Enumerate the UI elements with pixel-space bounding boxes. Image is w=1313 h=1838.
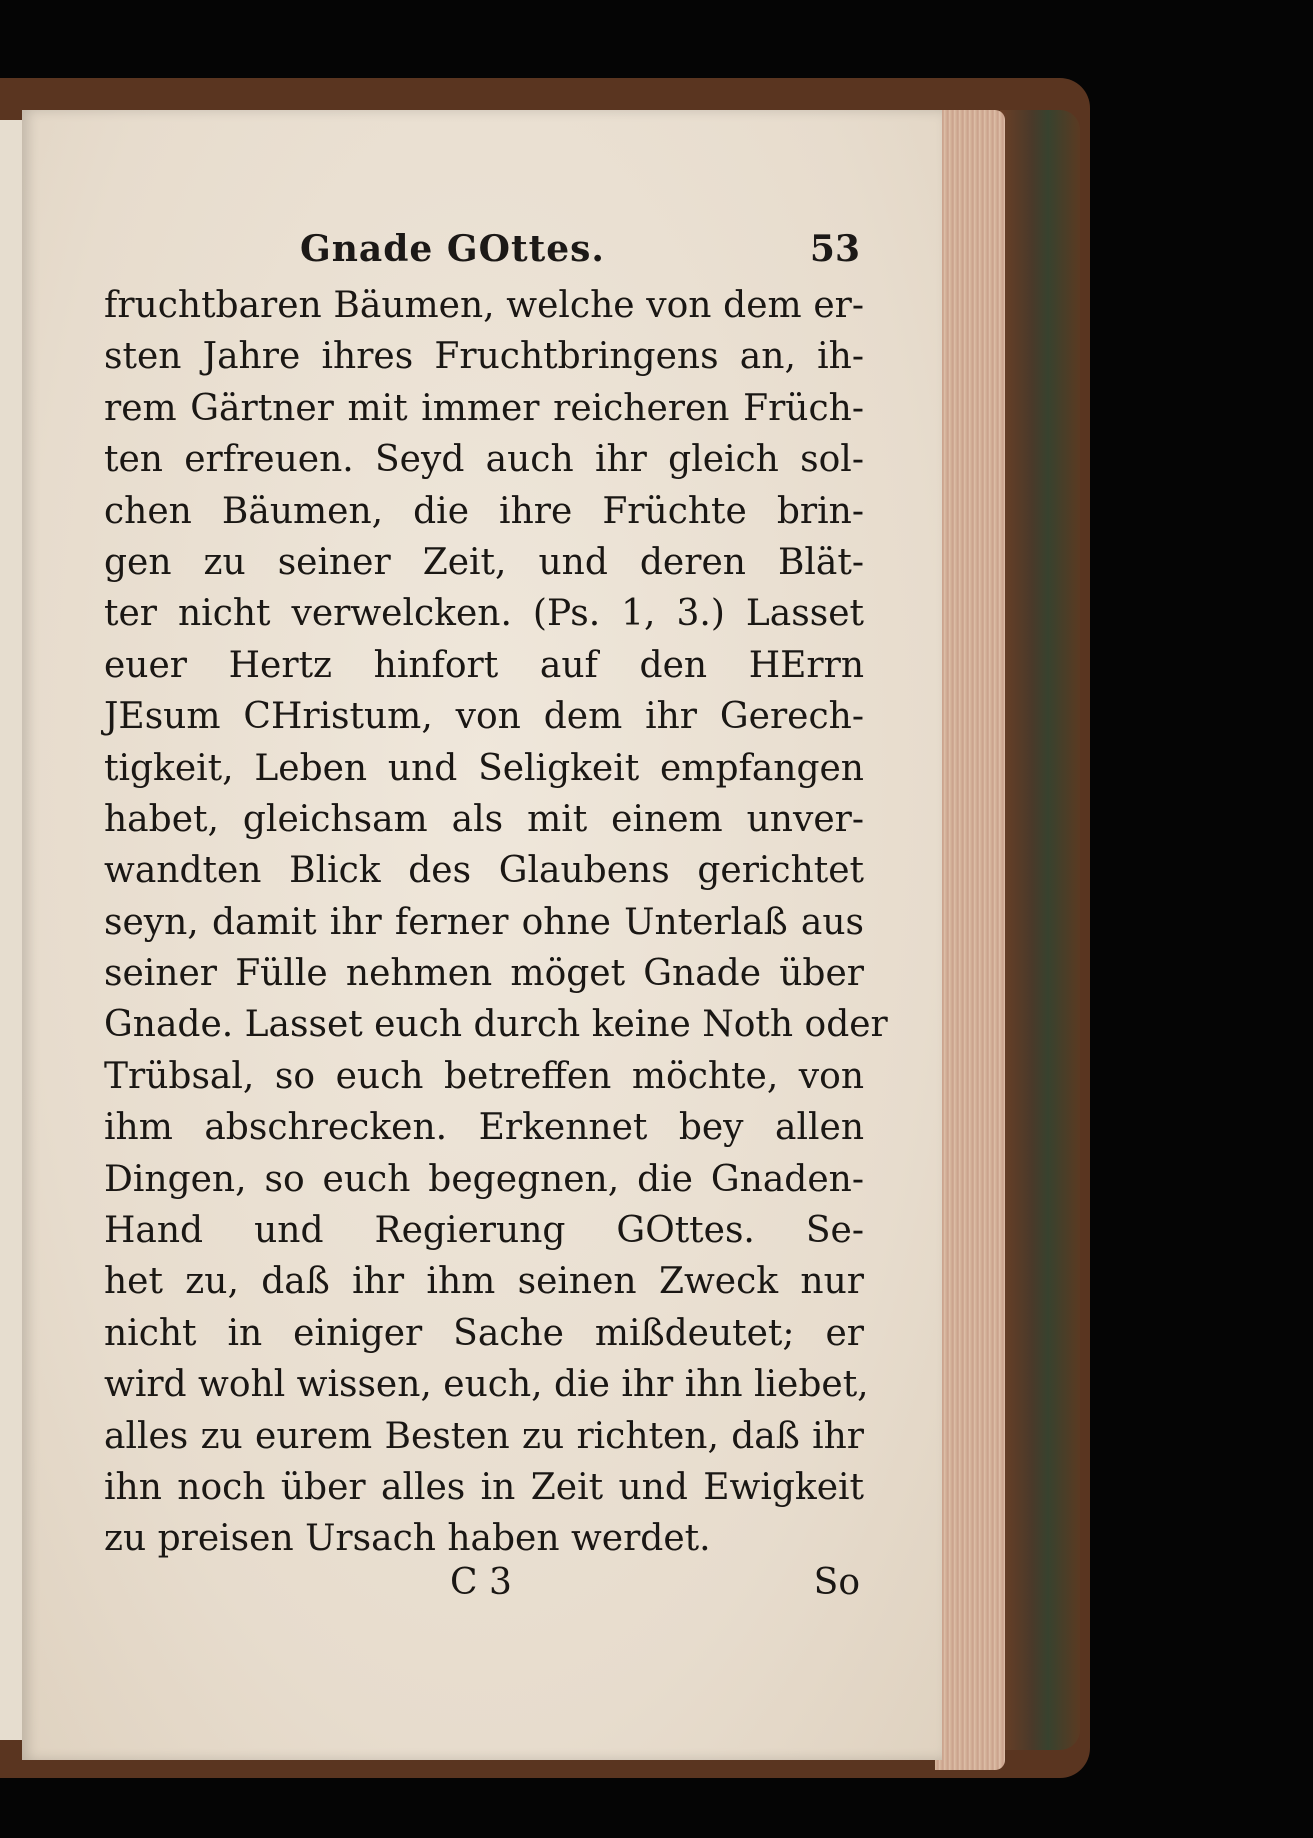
text-line: fruchtbaren Bäumen, welche von dem er- [104, 285, 864, 326]
text-line: habet, gleichsam als mit einem unver- [104, 798, 864, 840]
body-text [104, 280, 888, 1565]
text-line: Hand und Regierung GOttes. Se- [104, 1210, 864, 1252]
text-line: JEsum CHristum, von dem ihr Gerech- [104, 696, 864, 738]
facing-page-edge [0, 120, 22, 1740]
text-line: euer Hertz hinfort auf den HErrn [104, 644, 864, 686]
text-line: wird wohl wissen, euch, die ihr ihn liebet, [104, 1364, 869, 1406]
text-line: ihn noch über alles in Zeit und Ewigkeit [104, 1466, 864, 1508]
text-line: ihm abschrecken. Erkennet bey allen [104, 1107, 864, 1149]
text-line: Gnade. Lasset euch durch keine Noth oder [104, 1004, 888, 1046]
text-line: het zu, daß ihr ihm seinen Zweck nur [104, 1261, 864, 1303]
text-line: Dingen, so euch begegnen, die Gnaden- [104, 1158, 864, 1200]
page-number: 53 [809, 228, 860, 270]
text-line: seyn, damit ihr ferner ohne Unterlaß aus [104, 901, 864, 943]
text-line: alles zu eurem Besten zu richten, daß ihr [104, 1415, 864, 1457]
catchword: So [813, 1562, 860, 1603]
running-title: Gnade GOttes. [300, 228, 605, 270]
text-line: chen Bäumen, die ihre Früchte brin- [104, 490, 864, 532]
text-line: gen zu seiner Zeit, und deren Blät- [104, 541, 864, 583]
text-line: ter nicht verwelcken. (Ps. 1, 3.) Lasset [104, 593, 864, 635]
text-line: ten erfreuen. Seyd auch ihr gleich sol- [104, 439, 864, 481]
page-edges [935, 110, 1005, 1770]
text-line: rem Gärtner mit immer reicheren Früch- [104, 387, 864, 429]
text-line: seiner Fülle nehmen möget Gnade über [104, 953, 864, 995]
book-spine [1000, 110, 1080, 1750]
text-line: zu preisen Ursach haben werdet. [104, 1518, 711, 1560]
text-line: Trübsal, so euch betreffen möchte, von [104, 1055, 864, 1097]
page-header [300, 228, 860, 278]
text-line: wandten Blick des Glaubens gerichtet [104, 850, 864, 892]
text-line: sten Jahre ihres Fruchtbringens an, ih- [104, 336, 864, 378]
page-footer [104, 1562, 860, 1614]
text-line: nicht in einiger Sache mißdeutet; er [104, 1312, 864, 1354]
text-line: tigkeit, Leben und Seligkeit empfangen [104, 747, 864, 789]
signature-mark: C 3 [450, 1562, 512, 1603]
